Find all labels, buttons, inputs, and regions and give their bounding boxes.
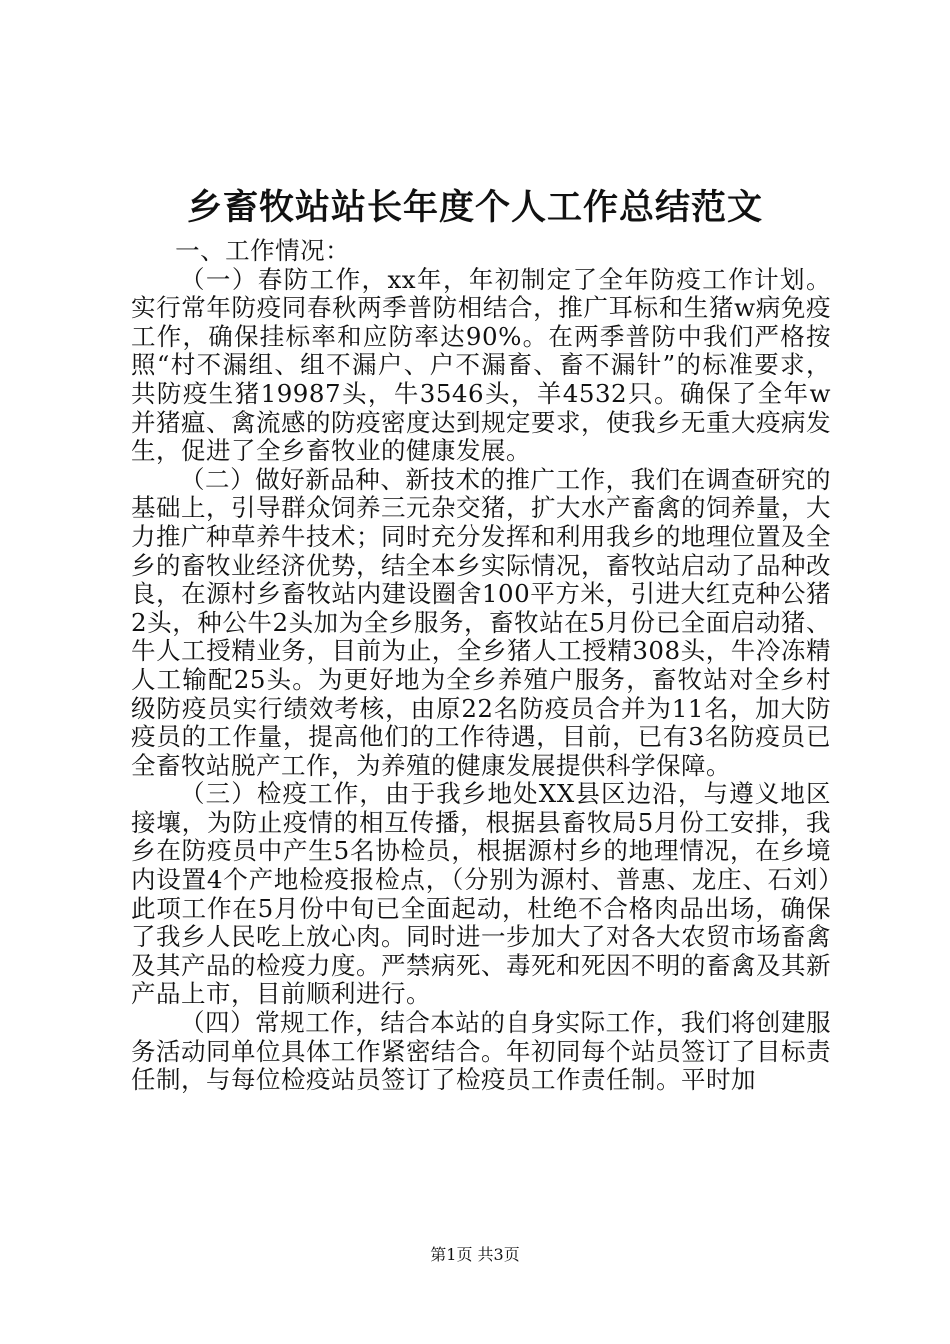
paragraph-routine-work: （四）常规工作，结合本站的自身实际工作，我们将创建服务活动同单位具体工作紧密结合。年初同每个站员签订了目标责任制，与每位检疫站员签订了检疫员工作责任制。平时加	[131, 1008, 831, 1095]
paragraph-spring-epidemic-prevention: （一）春防工作，xx年，年初制定了全年防疫工作计划。实行常年防疫同春秋两季普防相结合，推广耳标和生猪w病免疫工作，确保挂标率和应防率达90%。在两季普防中我们严格按照“村不漏组、组不漏户、户不漏畜、畜不漏针”的标准要求，共防疫生猪19987头，牛3546头，羊4532只。确保了全年w并猪瘟、禽流感的防疫密度达到规定要求，使我乡无重大疫病发生，促进了全乡畜牧业的健康发展。	[131, 264, 831, 466]
document-title: 乡畜牧站站长年度个人工作总结范文	[186, 187, 763, 228]
paragraph-new-breeds-technology: （二）做好新品种、新技术的推广工作，我们在调查研究的基础上，引导群众饲养三元杂交猪，扩大水产畜禽的饲养量，大力推广种草养牛技术；同时充分发挥和利用我乡的地理位置及全乡的畜牧业经济优势，结全本乡实际情况，畜牧站启动了品种改良，在源村乡畜牧站内建设圈舍100平方米，引进大红克种公猪2头，种公牛2头加为全乡服务，畜牧站在5月份已全面启动猪、牛人工授精业务，目前为止，全乡猪人工授精308头，牛冷冻精人工输配25头。为更好地为全乡养殖户服务，畜牧站对全乡村级防疫员实行绩效考核，由原22名防疫员合并为11名，加大防疫员的工作量，提高他们的工作待遇，目前，已有3名防疫员已全畜牧站脱产工作，为养殖的健康发展提供科学保障。	[131, 464, 831, 780]
section-heading: 一、工作情况：	[175, 236, 351, 265]
document-body	[131, 237, 831, 1095]
paragraph-quarantine-work: （三）检疫工作，由于我乡地处XX县区边沿，与遵义地区接壤，为防止疫情的相互传播，根据县畜牧局5月份工安排，我乡在防疫员中产生5名协检员，根据源村乡的地理情况，在乡境内设置4个产地检疫报检点，（分别为源村、普惠、龙庄、石刘）此项工作在5月份中旬已全面起动，杜绝不合格肉品出场，确保了我乡人民吃上放心肉。同时进一步加大了对各大农贸市场畜禽及其产品的检疫力度。严禁病死、毒死和死因不明的畜禽及其新产品上市，目前顺利进行。	[131, 779, 831, 1009]
page-footer: 第1页 共3页	[430, 1245, 520, 1264]
